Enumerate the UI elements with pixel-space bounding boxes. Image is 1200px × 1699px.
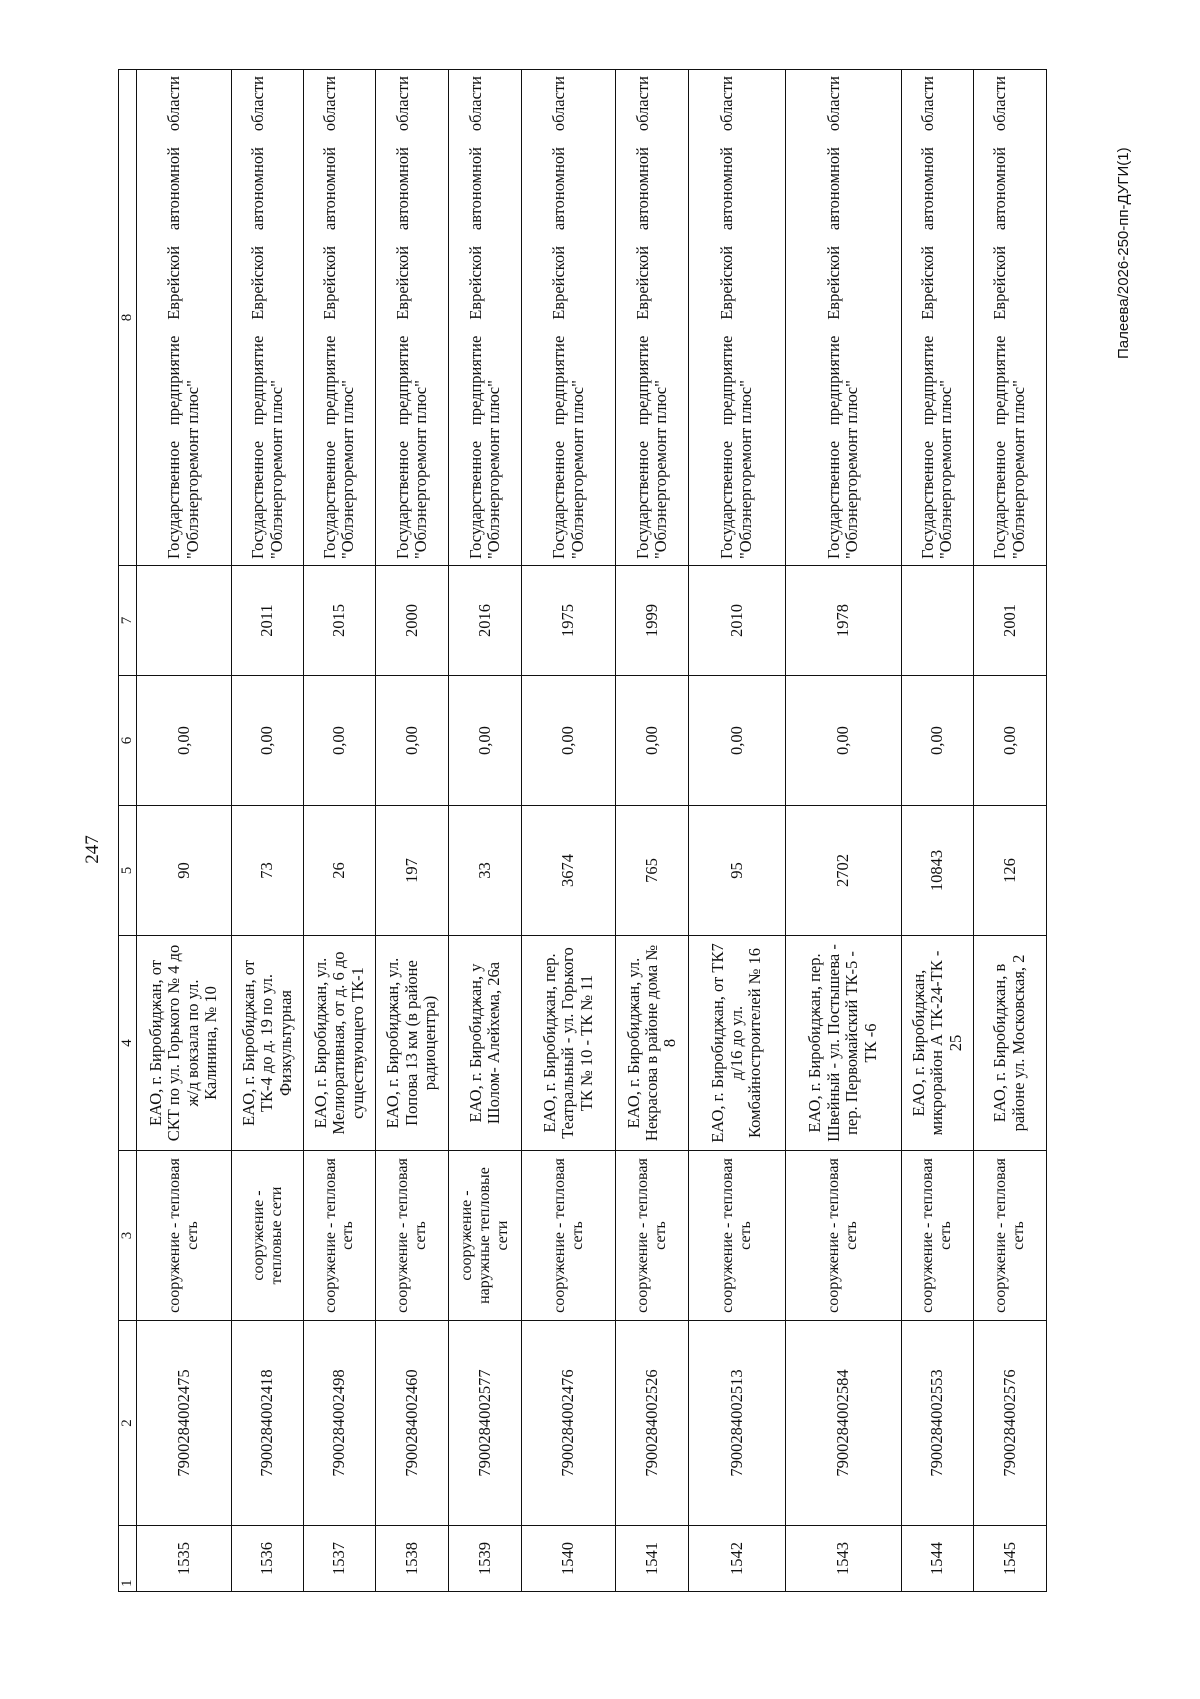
object-year: 1975 bbox=[522, 566, 616, 676]
table-row bbox=[973, 70, 1046, 1592]
object-type: сооружение - тепловая сеть bbox=[303, 1151, 375, 1321]
object-type: сооружение - тепловая сеть bbox=[901, 1151, 973, 1321]
object-length: 73 bbox=[232, 806, 304, 936]
object-owner: Государственное предприятие Еврейской автономной области "Облэнергоремонт плюс" bbox=[136, 70, 231, 566]
object-owner: Государственное предприятие Еврейской автономной области "Облэнергоремонт плюс" bbox=[901, 70, 973, 566]
object-address: ЕАО, г. Биробиджан, у Шолом- Алейхема, 26а bbox=[449, 936, 522, 1151]
row-number: 1539 bbox=[449, 1526, 522, 1592]
table-row bbox=[616, 70, 689, 1592]
table-row bbox=[136, 70, 231, 1592]
object-length: 10843 bbox=[901, 806, 973, 936]
object-address: ЕАО, г. Биробиджан, в районе ул. Московская, 2 bbox=[973, 936, 1046, 1151]
cadastral-number: 7900284002577 bbox=[449, 1321, 522, 1526]
object-length: 90 bbox=[136, 806, 231, 936]
object-address: ЕАО, г. Биробиджан, ул. Попова 13 км (в районе радиоцентра) bbox=[375, 936, 448, 1151]
object-owner: Государственное предприятие Еврейской автономной области "Облэнергоремонт плюс" bbox=[449, 70, 522, 566]
object-type: сооружение - наружные тепловые сети bbox=[449, 1151, 522, 1321]
table-row bbox=[522, 70, 616, 1592]
object-address: ЕАО, г. Биробиджан, ул. Некрасова в районе дома № 8 bbox=[616, 936, 689, 1151]
cadastral-number: 7900284002460 bbox=[375, 1321, 448, 1526]
object-value: 0,00 bbox=[689, 676, 785, 806]
object-length: 26 bbox=[303, 806, 375, 936]
table-row bbox=[303, 70, 375, 1592]
row-number: 1544 bbox=[901, 1526, 973, 1592]
object-year bbox=[901, 566, 973, 676]
header-row bbox=[119, 70, 137, 1592]
object-length: 33 bbox=[449, 806, 522, 936]
object-address: ЕАО, г. Биробиджан, от ТК7 д/16 до ул. Комбайностроителей № 16 bbox=[689, 936, 785, 1151]
col-header-8: 8 bbox=[119, 70, 137, 566]
cadastral-number: 7900284002498 bbox=[303, 1321, 375, 1526]
object-year: 2010 bbox=[689, 566, 785, 676]
object-year: 2000 bbox=[375, 566, 448, 676]
table-row bbox=[785, 70, 901, 1592]
table-row bbox=[689, 70, 785, 1592]
object-length: 197 bbox=[375, 806, 448, 936]
object-type: сооружение - тепловая сеть bbox=[689, 1151, 785, 1321]
col-header-3: 3 bbox=[119, 1151, 137, 1321]
object-type: сооружение - тепловые сети bbox=[232, 1151, 304, 1321]
object-address: ЕАО, г. Биробиджан, от СКТ по ул. Горького № 4 до ж/д вокзала по ул. Калинина, № 10 bbox=[136, 936, 231, 1151]
row-number: 1537 bbox=[303, 1526, 375, 1592]
object-value: 0,00 bbox=[232, 676, 304, 806]
object-value: 0,00 bbox=[785, 676, 901, 806]
table-row bbox=[449, 70, 522, 1592]
object-year: 2011 bbox=[232, 566, 304, 676]
cadastral-number: 7900284002418 bbox=[232, 1321, 304, 1526]
object-year: 2016 bbox=[449, 566, 522, 676]
cadastral-number: 7900284002475 bbox=[136, 1321, 231, 1526]
object-value: 0,00 bbox=[973, 676, 1046, 806]
col-header-5: 5 bbox=[119, 806, 137, 936]
object-owner: Государственное предприятие Еврейской автономной области "Облэнергоремонт плюс" bbox=[303, 70, 375, 566]
object-owner: Государственное предприятие Еврейской автономной области "Облэнергоремонт плюс" bbox=[616, 70, 689, 566]
object-length: 3674 bbox=[522, 806, 616, 936]
row-number: 1543 bbox=[785, 1526, 901, 1592]
object-type: сооружение - тепловая сеть bbox=[973, 1151, 1046, 1321]
row-number: 1535 bbox=[136, 1526, 231, 1592]
object-value: 0,00 bbox=[901, 676, 973, 806]
col-header-1: 1 bbox=[119, 1526, 137, 1592]
object-value: 0,00 bbox=[449, 676, 522, 806]
object-length: 765 bbox=[616, 806, 689, 936]
object-value: 0,00 bbox=[136, 676, 231, 806]
object-address: ЕАО, г. Биробиджан, от ТК-4 до д. 19 по ул. Физкультурная bbox=[232, 936, 304, 1151]
cadastral-number: 7900284002553 bbox=[901, 1321, 973, 1526]
col-header-6: 6 bbox=[119, 676, 137, 806]
object-value: 0,00 bbox=[522, 676, 616, 806]
row-number: 1542 bbox=[689, 1526, 785, 1592]
object-year bbox=[136, 566, 231, 676]
object-value: 0,00 bbox=[303, 676, 375, 806]
cadastral-number: 7900284002576 bbox=[973, 1321, 1046, 1526]
object-address: ЕАО, г. Биробиджан, пер. Театральный - ул. Горького ТК № 10 - ТК № 11 bbox=[522, 936, 616, 1151]
object-owner: Государственное предприятие Еврейской автономной области "Облэнергоремонт плюс" bbox=[689, 70, 785, 566]
object-type: сооружение - тепловая сеть bbox=[616, 1151, 689, 1321]
object-length: 2702 bbox=[785, 806, 901, 936]
object-year: 2001 bbox=[973, 566, 1046, 676]
row-number: 1540 bbox=[522, 1526, 616, 1592]
object-value: 0,00 bbox=[616, 676, 689, 806]
object-address: ЕАО, г. Биробиджан, ул. Мелиоративная, от д. 6 до существующего ТК-1 bbox=[303, 936, 375, 1151]
row-number: 1545 bbox=[973, 1526, 1046, 1592]
object-owner: Государственное предприятие Еврейской автономной области "Облэнергоремонт плюс" bbox=[785, 70, 901, 566]
row-number: 1541 bbox=[616, 1526, 689, 1592]
cadastral-number: 7900284002584 bbox=[785, 1321, 901, 1526]
object-owner: Государственное предприятие Еврейской автономной области "Облэнергоремонт плюс" bbox=[522, 70, 616, 566]
document-footer-id: Палеева/2026-250-пп-ДУГИ(1) bbox=[1115, 147, 1132, 359]
object-type: сооружение - тепловая сеть bbox=[375, 1151, 448, 1321]
object-type: сооружение - тепловая сеть bbox=[136, 1151, 231, 1321]
registry-table bbox=[118, 69, 1047, 1592]
object-address: ЕАО, г. Биробиджан, микрорайон А ТК-24-ТК - 25 bbox=[901, 936, 973, 1151]
page-number: 247 bbox=[82, 835, 103, 864]
object-owner: Государственное предприятие Еврейской автономной области "Облэнергоремонт плюс" bbox=[375, 70, 448, 566]
object-address: ЕАО, г. Биробиджан, пер. Швейный - ул. Постышева - пер. Первомайский ТК-5 - ТК -6 bbox=[785, 936, 901, 1151]
object-type: сооружение - тепловая сеть bbox=[522, 1151, 616, 1321]
cadastral-number: 7900284002526 bbox=[616, 1321, 689, 1526]
col-header-2: 2 bbox=[119, 1321, 137, 1526]
cadastral-number: 7900284002476 bbox=[522, 1321, 616, 1526]
cadastral-number: 7900284002513 bbox=[689, 1321, 785, 1526]
row-number: 1536 bbox=[232, 1526, 304, 1592]
row-number: 1538 bbox=[375, 1526, 448, 1592]
col-header-7: 7 bbox=[119, 566, 137, 676]
object-length: 95 bbox=[689, 806, 785, 936]
object-length: 126 bbox=[973, 806, 1046, 936]
table-row bbox=[375, 70, 448, 1592]
object-owner: Государственное предприятие Еврейской автономной области "Облэнергоремонт плюс" bbox=[232, 70, 304, 566]
table-row bbox=[232, 70, 304, 1592]
object-year: 1999 bbox=[616, 566, 689, 676]
col-header-4: 4 bbox=[119, 936, 137, 1151]
object-year: 1978 bbox=[785, 566, 901, 676]
object-year: 2015 bbox=[303, 566, 375, 676]
object-owner: Государственное предприятие Еврейской автономной области "Облэнергоремонт плюс" bbox=[973, 70, 1046, 566]
object-value: 0,00 bbox=[375, 676, 448, 806]
object-type: сооружение - тепловая сеть bbox=[785, 1151, 901, 1321]
table-row bbox=[901, 70, 973, 1592]
